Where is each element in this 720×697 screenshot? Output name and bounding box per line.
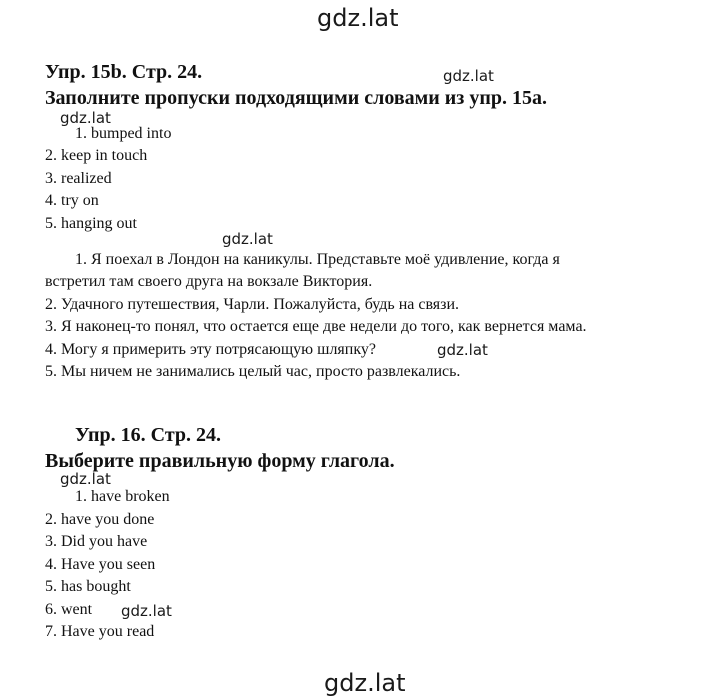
watermark: gdz.lat (443, 67, 494, 85)
watermark: gdz.lat (222, 230, 273, 248)
answer-item: 3. Did you have (45, 533, 148, 550)
watermark: gdz.lat (121, 602, 172, 620)
exercise-instruction: Заполните пропуски подходящими словами из упр. 15a. (45, 87, 547, 109)
answer-item: 3. realized (45, 170, 112, 187)
answer-item: 4. try on (45, 192, 99, 209)
exercise-heading: Упр. 16. Стр. 24. (75, 424, 222, 446)
answer-item: 4. Have you seen (45, 556, 156, 573)
watermark: gdz.lat (60, 109, 111, 127)
translation-line: 2. Удачного путешествия, Чарли. Пожалуйста, будь на связи. (45, 296, 460, 313)
answer-item: 6. went (45, 601, 93, 618)
answer-item: 2. have you done (45, 511, 155, 528)
watermark: gdz.lat (437, 341, 488, 359)
translation-line: 4. Могу я примерить эту потрясающую шляпку? (45, 341, 376, 358)
translation-line: 3. Я наконец-то понял, что остается еще две недели до того, как вернется мама. (45, 318, 587, 335)
translation-line: 5. Мы ничем не занимались целый час, просто развлекались. (45, 363, 461, 380)
watermark: gdz.lat (60, 470, 111, 488)
answer-item: 2. keep in touch (45, 147, 148, 164)
answer-item: 7. Have you read (45, 623, 155, 640)
translation-line: 1. Я поехал в Лондон на каникулы. Представьте моё удивление, когда я (75, 251, 560, 268)
answer-item: 5. has bought (45, 578, 131, 595)
answer-item: 1. bumped into (75, 125, 172, 142)
watermark-bottom: gdz.lat (324, 669, 406, 697)
answer-item: 5. hanging out (45, 215, 137, 232)
answer-item: 1. have broken (75, 488, 170, 505)
watermark-top: gdz.lat (317, 4, 399, 32)
exercise-instruction: Выберите правильную форму глагола. (45, 450, 395, 472)
exercise-heading: Упр. 15b. Стр. 24. (45, 61, 203, 83)
translation-line: встретил там своего друга на вокзале Виктория. (45, 273, 373, 290)
